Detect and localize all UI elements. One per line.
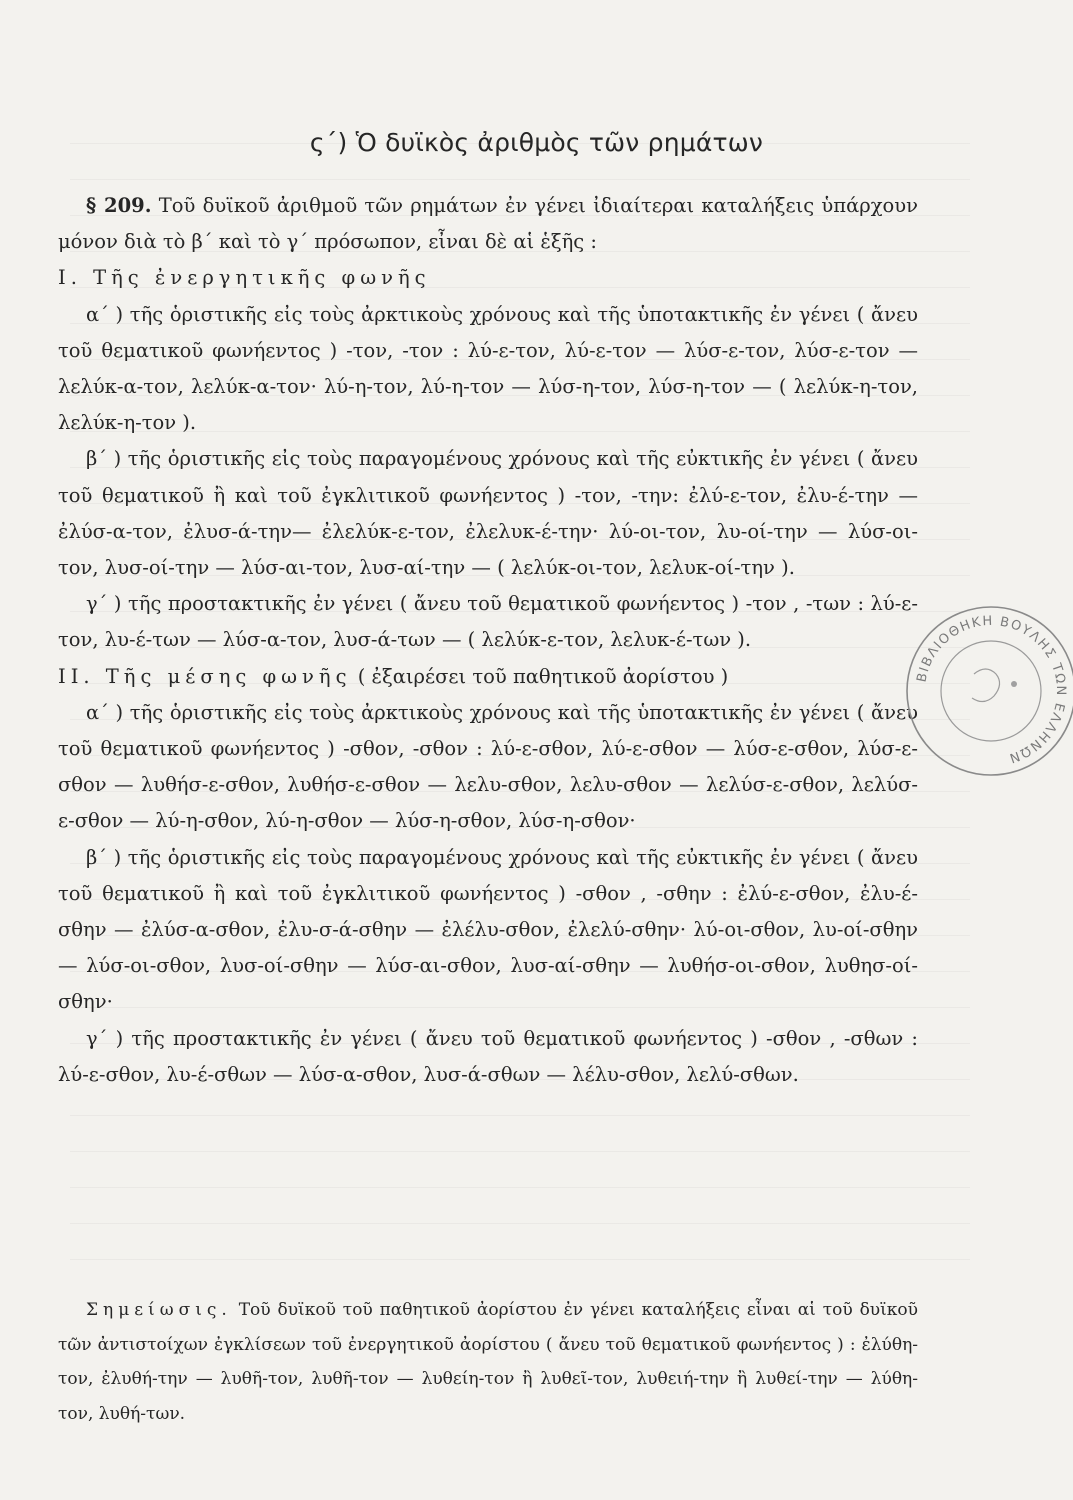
stamp-emblem-icon	[972, 669, 1000, 702]
middle-indicative-primary: α΄ ) τῆς ὁριστικῆς εἰς τοὺς ἀρκτικοὺς χρόνους καὶ τῆς ὑποτακτικῆς ἐν γένει ( ἄνευ τοῦ θεματικοῦ φωνήεντος ) -σθον, -σθον : λύ-ε-σθον, λύ-ε-σθον — λύσ-ε-σθον, λύσ-ε-σθον — λυθήσ-ε-σθον, λυθήσ-ε-σθον — λελυ-σθον, λελυ-σθον — λελύσ-ε-σθον, λελύσ-ε-σθον — λύ-η-σθον, λύ-η-σθον — λύσ-η-σθον, λύσ-η-σθον·	[58, 700, 918, 833]
active-imperative: γ΄ ) τῆς προστακτικῆς ἐν γένει ( ἄνευ τοῦ θεματικοῦ φωνήεντος ) -τον , -των : λύ-ε-τον, λυ-έ-των — λύσ-α-τον, λυσ-ά-των — ( λελύκ-ε-τον, λελυκ-έ-των ).	[58, 592, 918, 652]
middle-voice-heading: II. Τῆς μέσης φωνῆς ( ἐξαιρέσει τοῦ παθητικοῦ ἀορίστου )	[58, 664, 729, 688]
remark-label: Σημείωσις.	[86, 1300, 232, 1320]
section-intro	[58, 188, 918, 260]
active-indicative-secondary: β΄ ) τῆς ὁριστικῆς εἰς τοὺς παραγομένους χρόνους καὶ τῆς εὐκτικῆς ἐν γένει ( ἄνευ τοῦ θεματικοῦ ἢ καὶ τοῦ ἐγκλιτικοῦ φωνήεντος ) -τον, -την: ἐλύ-ε-τον, ἐλυ-έ-την — ἐλύσ-α-τον, ἐλυσ-ά-την— ἐλελύκ-ε-τον, ἐλελυκ-έ-την· λύ-οι-τον, λυ-οί-την — λύσ-οι-τον, λυσ-οί-την — λύσ-αι-τον, λυσ-αί-την — ( λελύκ-οι-τον, λελυκ-οί-την ).	[58, 447, 918, 580]
middle-imperative: γ΄ ) τῆς προστακτικῆς ἐν γένει ( ἄνευ τοῦ θεματικοῦ φωνήεντος ) -σθον , -σθων : λύ-ε-σθον, λυ-έ-σθων — λύσ-α-σθον, λυσ-ά-σθων — λέλυ-σθον, λελύ-σθων.	[58, 1026, 918, 1086]
section-intro-text: Τοῦ δυϊκοῦ ἀριθμοῦ τῶν ρημάτων ἐν γένει ἰδιαίτεραι καταλήξεις ὑπάρχουν μόνον διὰ τὸ β΄ καὶ τὸ γ΄ πρόσωπον, εἶναι δὲ αἱ ἑξῆς :	[58, 194, 918, 254]
section-number: § 209.	[86, 194, 152, 217]
active-voice-heading: I. Τῆς ἐνεργητικῆς φωνῆς	[58, 266, 431, 290]
section-body	[58, 188, 918, 1093]
stamp-text: ΒΙΒΛΙΟΘΗΚΗ ΒΟΥΛΗΣ ΤΩΝ ΕΛΛΗΝΩΝ	[914, 613, 1069, 766]
section-title: ς΄) Ὁ δυϊκὸς ἀριθμὸς τῶν ρημάτων	[309, 128, 764, 157]
remark-block	[58, 1293, 918, 1431]
stamp-emblem-dot-icon	[1011, 681, 1017, 687]
stamp-inner-ring	[941, 641, 1041, 741]
remark-text: Τοῦ δυϊκοῦ τοῦ παθητικοῦ ἀορίστου ἐν γένει καταλήξεις εἶναι αἱ τοῦ δυϊκοῦ τῶν ἀντιστοίχων ἐγκλίσεων τοῦ ἐνεργητικοῦ ἀορίστου ( ἄνευ τοῦ θεματικοῦ φωνήεντος ) : ἐλύθη-τον, ἐλυθή-την — λυθῆ-τον, λυθῆ-τον — λυθείη-τον ἢ λυθεῖ-τον, λυθειή-την ἢ λυθεί-την — λύθη-τον, λυθή-των.	[58, 1300, 918, 1424]
active-indicative-primary: α΄ ) τῆς ὁριστικῆς εἰς τοὺς ἀρκτικοὺς χρόνους καὶ τῆς ὑποτακτικῆς ἐν γένει ( ἄνευ τοῦ θεματικοῦ φωνήεντος ) -τον, -τον : λύ-ε-τον, λύ-ε-τον — λύσ-ε-τον, λύσ-ε-τον — λελύκ-α-τον, λελύκ-α-τον· λύ-η-τον, λύ-η-τον — λύσ-η-τον, λύσ-η-τον — ( λελύκ-η-τον, λελύκ-η-τον ).	[58, 302, 918, 435]
middle-indicative-secondary: β΄ ) τῆς ὁριστικῆς εἰς τοὺς παραγομένους χρόνους καὶ τῆς εὐκτικῆς ἐν γένει ( ἄνευ τοῦ θεματικοῦ ἢ καὶ τοῦ ἐγκλιτικοῦ φωνήεντος ) -σθον , -σθην : ἐλύ-ε-σθον, ἐλυ-έ-σθην — ἐλύσ-α-σθον, ἐλυ-σ-ά-σθην — ἐλέλυ-σθον, ἐλελύ-σθην· λύ-οι-σθον, λυ-οί-σθην — λύσ-οι-σθον, λυσ-οί-σθην — λύσ-αι-σθον, λυσ-αί-σθην — λυθήσ-οι-σθον, λυθησ-οί-σθην·	[58, 845, 918, 1014]
stamp-outer-ring	[907, 607, 1073, 775]
middle-voice-heading-note: ( ἐξαιρέσει τοῦ παθητικοῦ ἀορίστου )	[357, 664, 729, 688]
library-stamp	[896, 596, 1073, 786]
